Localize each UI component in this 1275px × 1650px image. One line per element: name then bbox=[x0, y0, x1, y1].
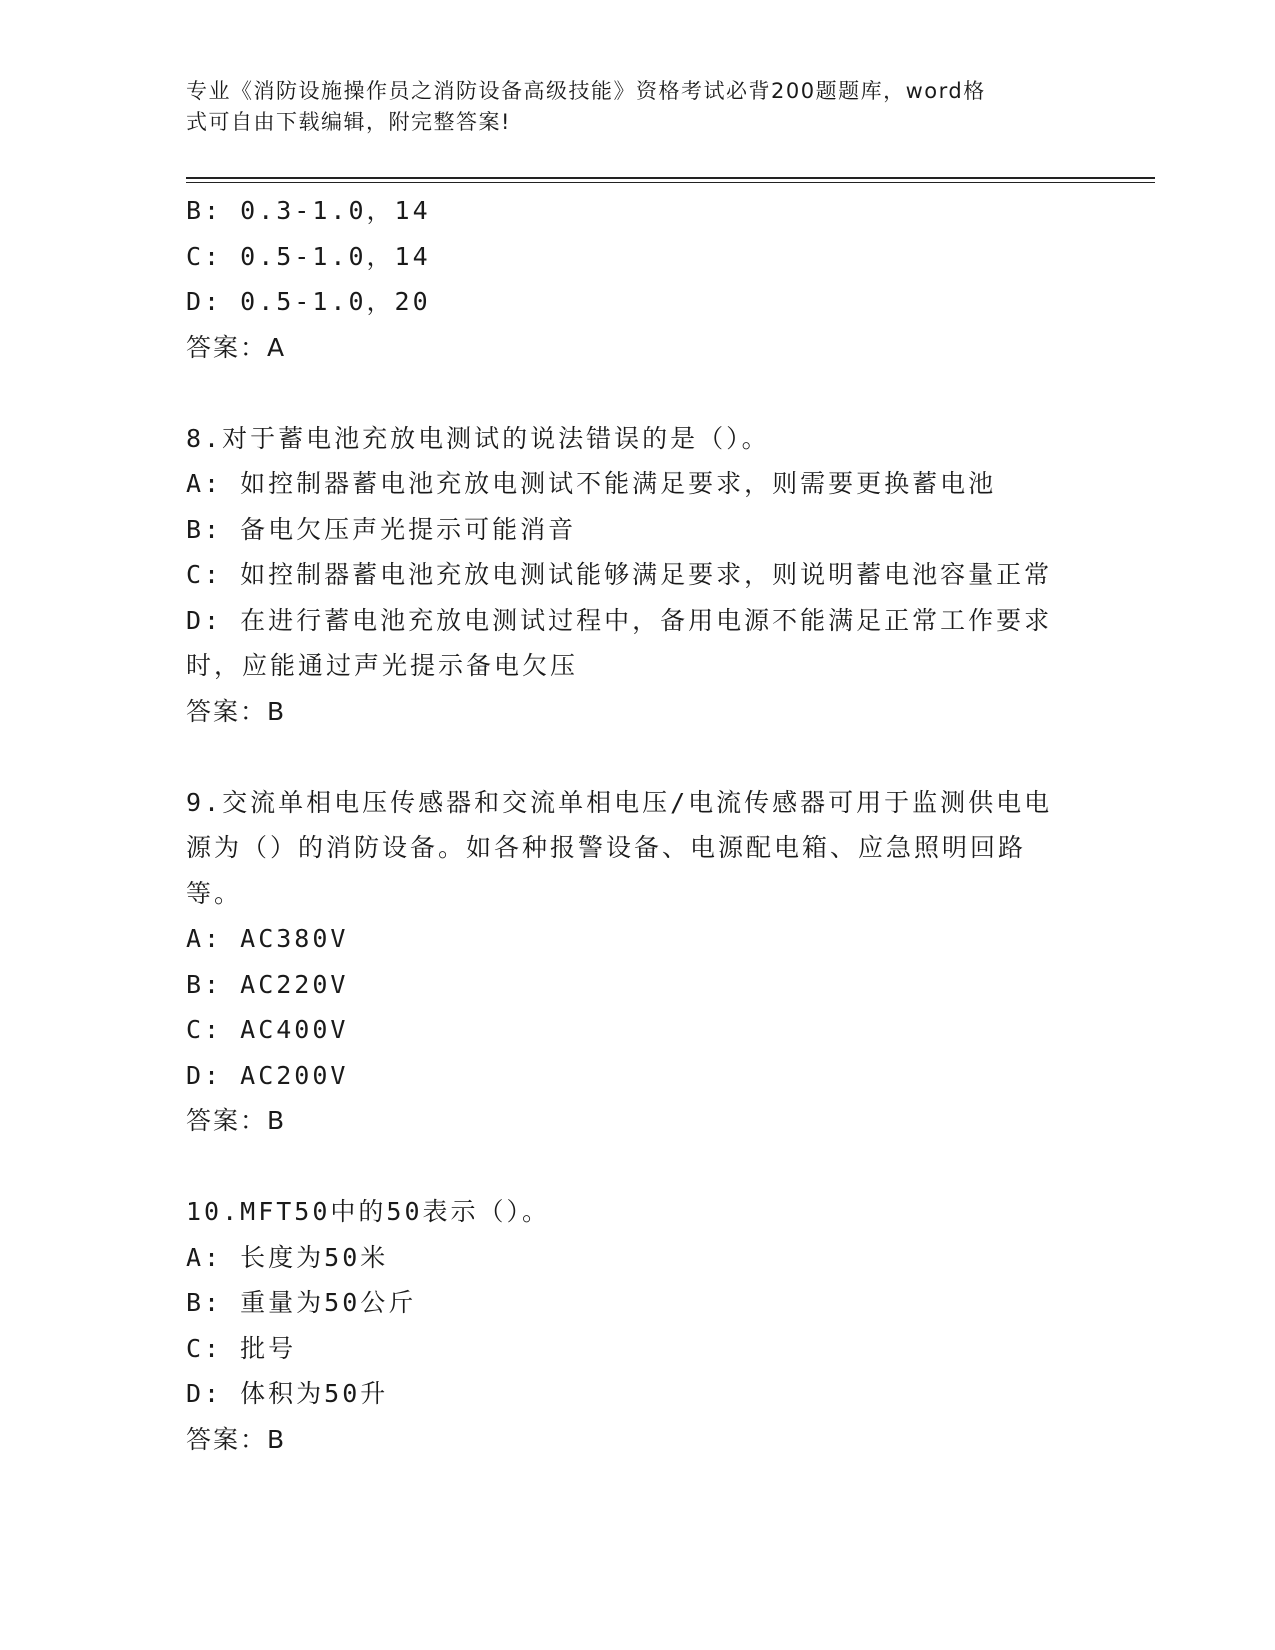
q10-option-c: C: 批号 bbox=[186, 1333, 297, 1363]
question-list bbox=[186, 188, 1086, 1462]
q9-answer: 答案：B bbox=[186, 1106, 287, 1135]
spacer bbox=[186, 1144, 1086, 1190]
header-rule-thick bbox=[186, 177, 1155, 179]
q9-option-a: A: AC380V bbox=[186, 924, 349, 953]
q10-option-d: D: 体积为50升 bbox=[186, 1379, 389, 1408]
q9-stem-line-1: 9.交流单相电压传感器和交流单相电压/电流传感器可用于监测供电电 bbox=[186, 787, 1053, 817]
q9-stem-line-2: 源为（）的消防设备。如各种报警设备、电源配电箱、应急照明回路 bbox=[186, 833, 1027, 862]
q7-option-d: D: 0.5-1.0，20 bbox=[186, 287, 431, 316]
spacer bbox=[186, 370, 1086, 416]
spacer bbox=[186, 734, 1086, 780]
q7-option-b: B: 0.3-1.0，14 bbox=[186, 196, 431, 225]
q9-stem-line-3: 等。 bbox=[186, 878, 243, 908]
q9-option-b: B: AC220V bbox=[186, 969, 349, 999]
q8-stem: 8.对于蓄电池充放电测试的说法错误的是（）。 bbox=[186, 423, 770, 453]
q7-answer: 答案：A bbox=[186, 332, 287, 362]
header-line-1: 专业《消防设施操作员之消防设备高级技能》资格考试必背200题题库，word格 bbox=[186, 79, 986, 103]
q8-answer: 答案：B bbox=[186, 696, 287, 726]
q8-option-d-line-1: D: 在进行蓄电池充放电测试过程中，备用电源不能满足正常工作要求 bbox=[186, 605, 1053, 635]
q10-answer: 答案：B bbox=[186, 1424, 287, 1454]
header-rule-thin bbox=[186, 182, 1155, 183]
header-line-2: 式可自由下载编辑，附完整答案! bbox=[186, 110, 511, 134]
q7-option-c: C: 0.5-1.0，14 bbox=[186, 241, 431, 271]
q10-stem: 10.MFT50中的50表示（）。 bbox=[186, 1197, 551, 1226]
q10-option-a: A: 长度为50米 bbox=[186, 1242, 389, 1272]
q8-option-a: A: 如控制器蓄电池充放电测试不能满足要求，则需要更换蓄电池 bbox=[186, 469, 997, 498]
q8-option-d-line-2: 时，应能通过声光提示备电欠压 bbox=[186, 651, 579, 680]
q10-option-b: B: 重量为50公斤 bbox=[186, 1288, 417, 1317]
q9-option-c: C: AC400V bbox=[186, 1015, 349, 1044]
q8-option-b: B: 备电欠压声光提示可能消音 bbox=[186, 514, 577, 544]
q9-option-d: D: AC200V bbox=[186, 1060, 349, 1090]
document-header bbox=[186, 76, 1066, 138]
q8-option-c: C: 如控制器蓄电池充放电测试能够满足要求，则说明蓄电池容量正常 bbox=[186, 560, 1053, 589]
